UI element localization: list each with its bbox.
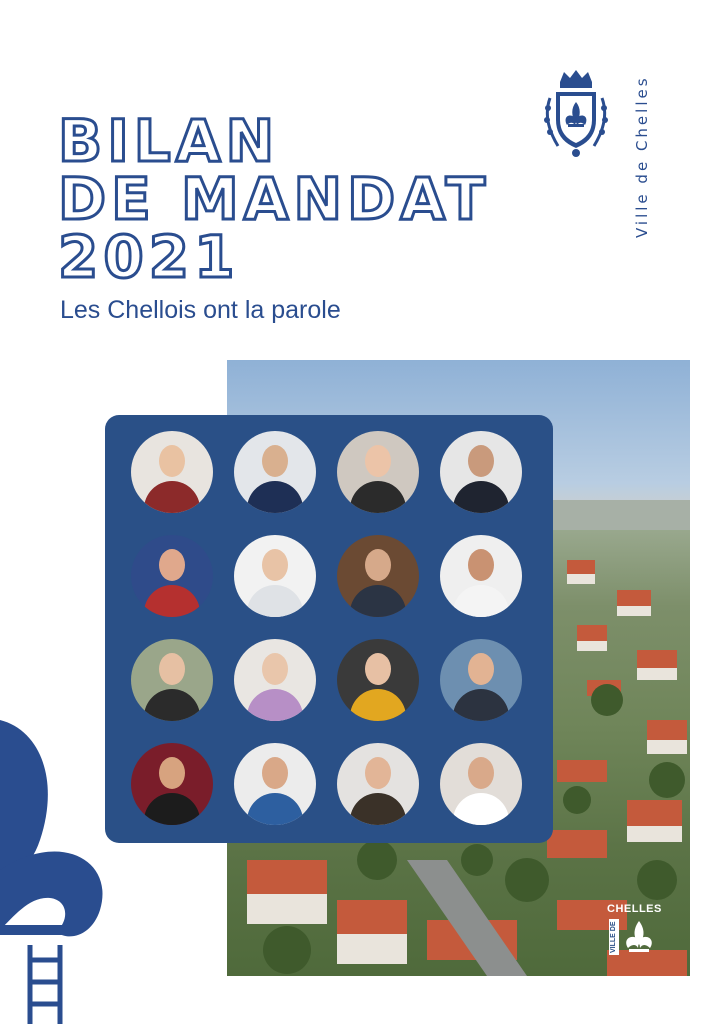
portrait-clothing [144, 481, 200, 513]
portrait-face [365, 549, 391, 581]
portrait-face [262, 445, 288, 477]
portrait-face [159, 445, 185, 477]
logo-badge-text: CHELLES [607, 903, 662, 915]
portrait-clothing [350, 481, 406, 513]
portrait-avatar [337, 639, 419, 721]
portrait-clothing [350, 793, 406, 825]
logo-fleur-icon [607, 915, 661, 959]
portrait-avatar [440, 639, 522, 721]
portrait-avatar [131, 743, 213, 825]
portrait-avatar [234, 431, 316, 513]
portrait-avatar [337, 535, 419, 617]
portrait-face [262, 549, 288, 581]
portrait-avatar [234, 535, 316, 617]
portrait-face [365, 653, 391, 685]
logo-badge-vertical-text: VILLE DE [610, 921, 617, 953]
portrait-clothing [247, 793, 303, 825]
portrait-face [262, 653, 288, 685]
portrait-clothing [247, 585, 303, 617]
portrait-clothing [247, 689, 303, 721]
cover-title [58, 107, 491, 291]
portrait-panel [105, 415, 553, 843]
portrait-avatar [337, 431, 419, 513]
portrait-grid [131, 431, 522, 825]
portrait-face [159, 757, 185, 789]
city-crest-icon [540, 68, 612, 158]
portrait-clothing [453, 793, 509, 825]
portrait-face [468, 757, 494, 789]
portrait-clothing [247, 481, 303, 513]
portrait-clothing [453, 585, 509, 617]
portrait-avatar [131, 639, 213, 721]
portrait-avatar [131, 535, 213, 617]
portrait-clothing [453, 689, 509, 721]
portrait-clothing [144, 585, 200, 617]
portrait-avatar [440, 535, 522, 617]
portrait-clothing [453, 481, 509, 513]
portrait-avatar [131, 431, 213, 513]
portrait-face [468, 653, 494, 685]
portrait-clothing [350, 689, 406, 721]
portrait-avatar [337, 743, 419, 825]
portrait-clothing [350, 585, 406, 617]
portrait-face [468, 549, 494, 581]
city-logo-badge [607, 903, 661, 961]
fleur-de-lis-decoration-icon [0, 720, 110, 1024]
portrait-avatar [440, 431, 522, 513]
portrait-avatar [234, 639, 316, 721]
portrait-face [365, 757, 391, 789]
title-line-2: DE MANDAT [58, 165, 491, 233]
title-line-1: BILAN [58, 107, 280, 175]
portrait-face [468, 445, 494, 477]
portrait-face [365, 445, 391, 477]
vertical-brand-text: Ville de Chelles [633, 75, 651, 238]
portrait-face [159, 549, 185, 581]
portrait-clothing [144, 793, 200, 825]
portrait-clothing [144, 689, 200, 721]
title-line-3: 2021 [58, 223, 240, 291]
portrait-avatar [440, 743, 522, 825]
portrait-face [262, 757, 288, 789]
portrait-avatar [234, 743, 316, 825]
portrait-face [159, 653, 185, 685]
cover-subtitle: Les Chellois ont la parole [60, 296, 341, 324]
